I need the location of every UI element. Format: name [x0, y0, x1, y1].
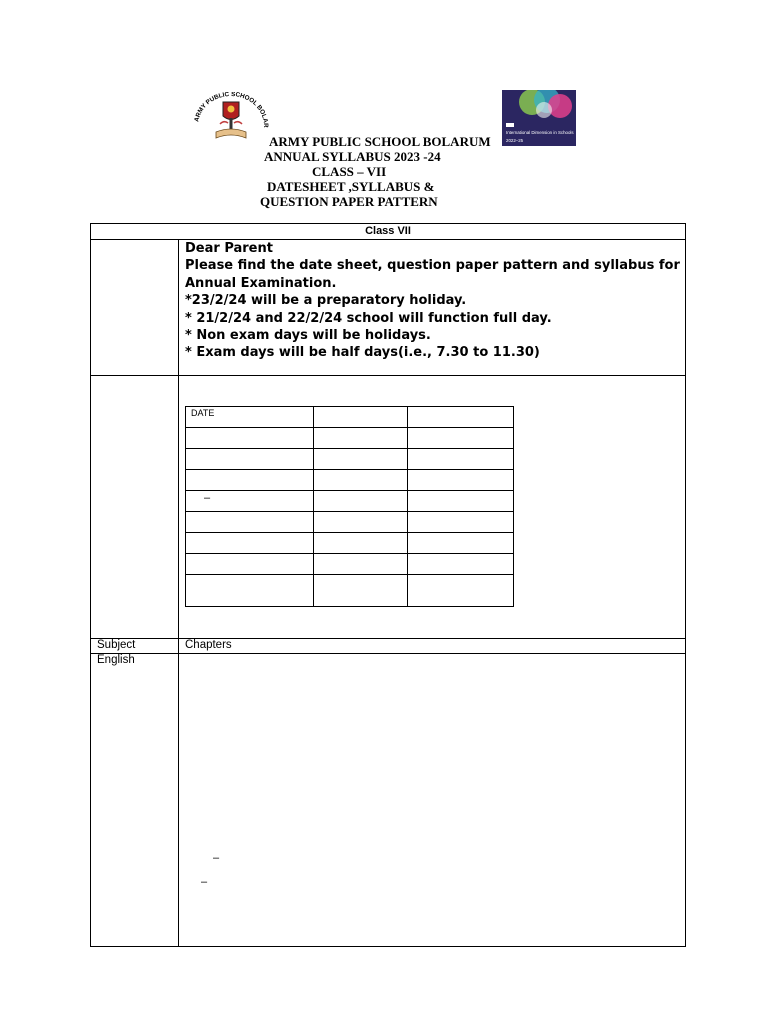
column-divider — [178, 239, 179, 946]
svg-text:International Dimension in Sch: International Dimension in Schools — [506, 130, 574, 135]
table-row — [186, 428, 514, 449]
notice-line: * Non exam days will be holidays. — [185, 328, 431, 343]
svg-text:2022–25: 2022–25 — [506, 138, 524, 143]
table-row — [186, 554, 514, 575]
subject-english: English — [97, 654, 135, 666]
table-row — [186, 491, 514, 512]
chapters-header: Chapters — [185, 639, 232, 651]
row-divider — [91, 375, 685, 376]
table-row — [186, 512, 514, 533]
table-cell — [314, 407, 408, 428]
school-logo — [190, 92, 272, 146]
notice-line: Annual Examination. — [185, 275, 337, 291]
syllabus-title: ANNUAL SYLLABUS 2023 -24 — [264, 149, 441, 164]
table-row — [186, 449, 514, 470]
school-name: ARMY PUBLIC SCHOOL BOLARUM — [269, 134, 491, 149]
svg-text:ARMY PUBLIC SCHOOL BOLARUM: ARMY PUBLIC SCHOOL BOLAR — [193, 92, 270, 128]
row-divider — [91, 638, 685, 639]
notice-line: * 21/2/24 and 22/2/24 school will function full day. — [185, 310, 552, 326]
table-title: Class VII — [365, 225, 411, 237]
datesheet-heading: DATESHEET ,SYLLABUS & — [267, 179, 435, 194]
pattern-heading: QUESTION PAPER PATTERN — [260, 194, 438, 209]
subject-header: Subject — [97, 639, 136, 651]
chapter-dash: – — [201, 876, 208, 888]
notice-line: * Exam days will be half days(i.e., 7.30 to 11.30) — [185, 345, 540, 361]
notice-greeting: Dear Parent — [185, 241, 273, 256]
row-divider — [91, 653, 685, 654]
table-row — [186, 533, 514, 554]
table-cell — [408, 407, 514, 428]
ids-logo — [502, 90, 576, 146]
class-heading: CLASS – VII — [312, 164, 387, 179]
row-divider — [91, 239, 685, 240]
notice-line: Please find the date sheet, question paper pattern and syllabus for — [185, 258, 680, 274]
table-row — [186, 575, 514, 607]
syllabus-table — [90, 223, 686, 947]
chapter-dash: – — [213, 852, 220, 864]
datesheet-dash: – — [186, 491, 314, 512]
table-row — [186, 407, 514, 428]
datesheet-date-header: DATE — [186, 407, 314, 428]
datesheet-table — [185, 406, 514, 607]
notice-line: *23/2/24 will be a preparatory holiday. — [185, 293, 467, 309]
table-row — [186, 470, 514, 491]
